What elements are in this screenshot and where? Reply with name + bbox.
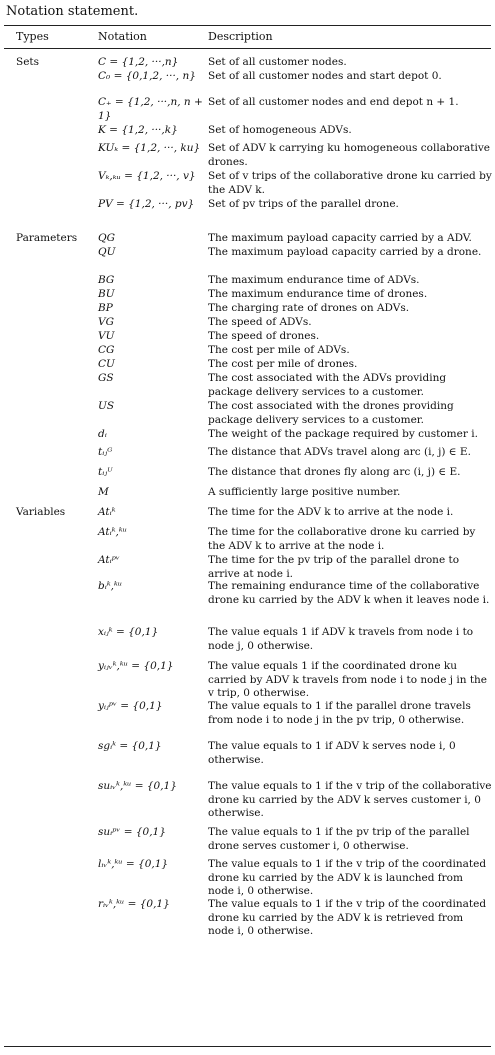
row-description: Set of homogeneous ADVs.	[208, 124, 352, 136]
row-description: Set of all customer nodes and end depot n + 1.	[208, 96, 459, 108]
row-notation: C₀ = {0,1,2, ···, n}	[98, 70, 196, 82]
row-description: Set of all customer nodes.	[208, 56, 347, 68]
row-description: Set of pv trips of the parallel drone.	[208, 198, 399, 210]
row-description: The maximum endurance time of drones.	[208, 288, 428, 300]
row-description: The time for the collaborative drone ku carried by the ADV k to arrive at the node i.	[208, 526, 476, 552]
row-description: The speed of ADVs.	[208, 316, 312, 328]
row-notation: tᵢⱼᵁ	[98, 466, 113, 478]
row-description: The speed of drones.	[208, 330, 320, 342]
row-notation: yᵢⱼᵥᵏ,ᵏᵘ = {0,1}	[98, 660, 174, 672]
row-description: The maximum endurance time of ADVs.	[208, 274, 420, 286]
table-bottom-rule	[4, 1046, 491, 1047]
row-description: The cost associated with the drones providing package delivery services to a customer.	[208, 400, 454, 426]
row-notation: CU	[98, 358, 115, 370]
row-type: Sets	[16, 56, 40, 68]
row-description: The weight of the package required by customer i.	[208, 428, 478, 440]
row-notation: tᵢⱼᴳ	[98, 446, 113, 458]
row-type: Variables	[16, 506, 66, 518]
row-description: The value equals to 1 if ADV k serves node i, 0 otherwise.	[208, 740, 456, 766]
row-description: A sufficiently large positive number.	[208, 486, 401, 498]
row-notation: sgᵢᵏ = {0,1}	[98, 740, 162, 752]
row-notation: suᵢᵖᵛ = {0,1}	[98, 826, 166, 838]
row-description: Set of v trips of the collaborative drone ku carried by the ADV k.	[208, 170, 492, 196]
row-notation: QG	[98, 232, 115, 244]
row-notation: GS	[98, 372, 114, 384]
row-description: The value equals to 1 if the parallel drone travels from node i to node j in the pv trip, 0 otherwise.	[208, 700, 471, 726]
table-caption: Notation statement.	[6, 4, 139, 19]
row-notation: C = {1,2, ···,n}	[98, 56, 179, 68]
row-notation: M	[98, 486, 109, 498]
header-types: Types	[16, 30, 49, 43]
row-description: The remaining endurance time of the collaborative drone ku carried by the ADV k when it leaves node i.	[208, 580, 490, 606]
row-notation: BG	[98, 274, 115, 286]
row-description: The cost per mile of ADVs.	[208, 344, 350, 356]
row-description: The cost per mile of drones.	[208, 358, 358, 370]
row-description: Set of ADV k carrying ku homogeneous collaborative drones.	[208, 142, 491, 168]
row-description: The value equals 1 if the coordinated drone ku carried by ADV k travels from node i to node j in the v trip, 0 otherwise.	[208, 660, 488, 700]
row-notation: bᵢᵏ,ᵏᵘ	[98, 580, 123, 592]
row-notation: VG	[98, 316, 114, 328]
row-notation: Vₖ,ₖᵤ = {1,2, ···, v}	[98, 170, 196, 182]
row-notation: yᵢⱼᵖᵛ = {0,1}	[98, 700, 163, 712]
row-description: The value equals to 1 if the pv trip of the parallel drone serves customer i, 0 otherwise.	[208, 826, 470, 852]
table-top-rule	[4, 25, 491, 26]
row-description: The time for the pv trip of the parallel drone to arrive at node i.	[208, 554, 460, 580]
row-notation: CG	[98, 344, 115, 356]
row-description: The cost associated with the ADVs providing package delivery services to a customer.	[208, 372, 447, 398]
row-notation: BP	[98, 302, 113, 314]
row-notation: C₊ = {1,2, ···,n, n + 1}	[98, 96, 203, 122]
row-type: Parameters	[16, 232, 78, 244]
table-header-rule	[4, 48, 491, 49]
row-notation: KUₖ = {1,2, ···, ku}	[98, 142, 201, 154]
row-description: The time for the ADV k to arrive at the node i.	[208, 506, 454, 518]
header-notation: Notation	[98, 30, 147, 43]
row-description: The distance that drones fly along arc (i, j) ∈ E.	[208, 466, 461, 478]
row-description: The value equals to 1 if the v trip of the collaborative drone ku carried by the ADV k serves customer i, 0 otherwise.	[208, 780, 492, 820]
row-description: Set of all customer nodes and start depot 0.	[208, 70, 442, 82]
row-description: The value equals to 1 if the v trip of the coordinated drone ku carried by the ADV k is retrieved from node i, 0 otherwise.	[208, 898, 487, 938]
row-notation: US	[98, 400, 115, 412]
row-notation: suᵢᵥᵏ,ᵏᵘ = {0,1}	[98, 780, 177, 792]
row-notation: dᵢ	[98, 428, 107, 440]
row-notation: Atᵢᵏ	[98, 506, 116, 518]
row-notation: lᵢᵥᵏ,ᵏᵘ = {0,1}	[98, 858, 169, 870]
row-notation: BU	[98, 288, 115, 300]
row-notation: xᵢⱼᵏ = {0,1}	[98, 626, 159, 638]
header-description: Description	[208, 30, 273, 43]
row-description: The charging rate of drones on ADVs.	[208, 302, 410, 314]
row-description: The maximum payload capacity carried by a drone.	[208, 246, 482, 258]
row-description: The value equals 1 if ADV k travels from node i to node j, 0 otherwise.	[208, 626, 474, 652]
row-notation: K = {1,2, ···,k}	[98, 124, 178, 136]
row-description: The distance that ADVs travel along arc (i, j) ∈ E.	[208, 446, 471, 458]
row-description: The maximum payload capacity carried by a ADV.	[208, 232, 472, 244]
row-notation: PV = {1,2, ···, pv}	[98, 198, 195, 210]
row-description: The value equals to 1 if the v trip of the coordinated drone ku carried by the ADV k is launched from node i, 0 otherwise.	[208, 858, 487, 898]
row-notation: rᵢᵥᵏ,ᵏᵘ = {0,1}	[98, 898, 170, 910]
row-notation: Atᵢᵖᵛ	[98, 554, 120, 566]
row-notation: Atᵢᵏ,ᵏᵘ	[98, 526, 127, 538]
row-notation: VU	[98, 330, 115, 342]
row-notation: QU	[98, 246, 116, 258]
